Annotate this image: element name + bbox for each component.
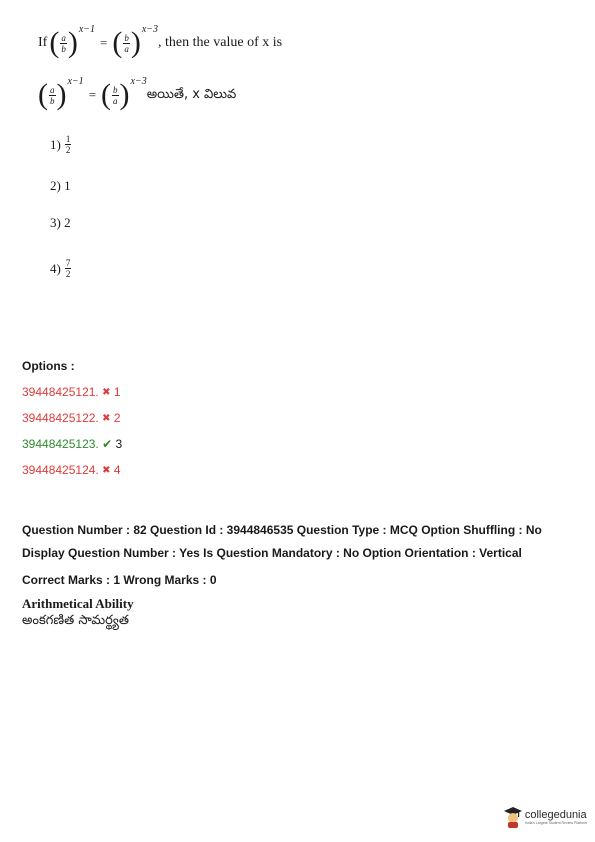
- cross-icon: ✖: [102, 386, 111, 398]
- question-suffix-te: అయితే, x విలువ: [146, 87, 237, 102]
- option-row: 39448425124. ✖ 4: [22, 463, 121, 477]
- check-icon: ✔: [102, 437, 113, 451]
- equals-sign-te: =: [88, 87, 97, 102]
- option-row: 39448425122. ✖ 2: [22, 411, 121, 425]
- section-title-english: Arithmetical Ability: [22, 596, 134, 611]
- question-suffix: , then the value of x is: [158, 35, 283, 50]
- question-meta-line1: Question Number : 82 Question Id : 3944846535 Question Type : MCQ Option Shuffling : No: [22, 523, 542, 537]
- question-telugu: ( $\frac{a}{b}$ ) x−1 = ( $\frac{b}{a}$ ) x−3 అయితే, x విలువ: [38, 80, 236, 110]
- question-meta-line3: Correct Marks : 1 Wrong Marks : 0: [22, 573, 217, 587]
- answer-1: 1) $\frac{1}{2}$: [50, 134, 71, 155]
- question-prefix: If: [38, 35, 48, 50]
- answer-1-fraction: $\frac{1}{2}$: [65, 134, 71, 155]
- logo-tagline: India's Largest Student Review Platform: [524, 820, 587, 825]
- option-row: 39448425121. ✖ 1: [22, 385, 121, 399]
- answer-2: 2) 1: [50, 178, 71, 193]
- answer-3: 3) 2: [50, 215, 71, 230]
- question-english: If ( $\frac{a}{b}$ ) x−1 = ( $\frac{b}{a}$ ) x−3 , then the value of x is: [38, 28, 282, 58]
- section-title-telugu: అంకగణిత సామర్థ్యత: [22, 613, 130, 628]
- lhs-fraction: $\frac{a}{b}$: [61, 32, 66, 54]
- answer-4: 4) $\frac{7}{2}$: [50, 258, 71, 279]
- graduate-mascot-icon: [503, 806, 523, 828]
- lhs-fraction-te: $\frac{a}{b}$: [50, 84, 55, 106]
- options-heading: Options :: [22, 359, 75, 373]
- cross-icon: ✖: [102, 412, 111, 424]
- cross-icon: ✖: [102, 464, 111, 476]
- lhs-exponent-te: x−1: [67, 76, 84, 87]
- option-row: 39448425123. ✔ 3: [22, 437, 123, 451]
- rhs-exponent: x−3: [141, 24, 159, 35]
- logo-name: collegedunia: [524, 808, 587, 821]
- question-meta-line2: Display Question Number : Yes Is Question Mandatory : No Option Orientation : Vertical: [22, 546, 522, 560]
- rhs-exponent-te: x−3: [130, 76, 147, 87]
- rhs-fraction-te: $\frac{b}{a}$: [113, 84, 118, 106]
- answer-4-fraction: $\frac{7}{2}$: [65, 258, 71, 279]
- rhs-fraction: $\frac{b}{a}$: [124, 32, 129, 54]
- equals-sign: =: [100, 35, 108, 50]
- lhs-exponent: x−1: [78, 24, 96, 35]
- collegedunia-logo: [503, 806, 587, 828]
